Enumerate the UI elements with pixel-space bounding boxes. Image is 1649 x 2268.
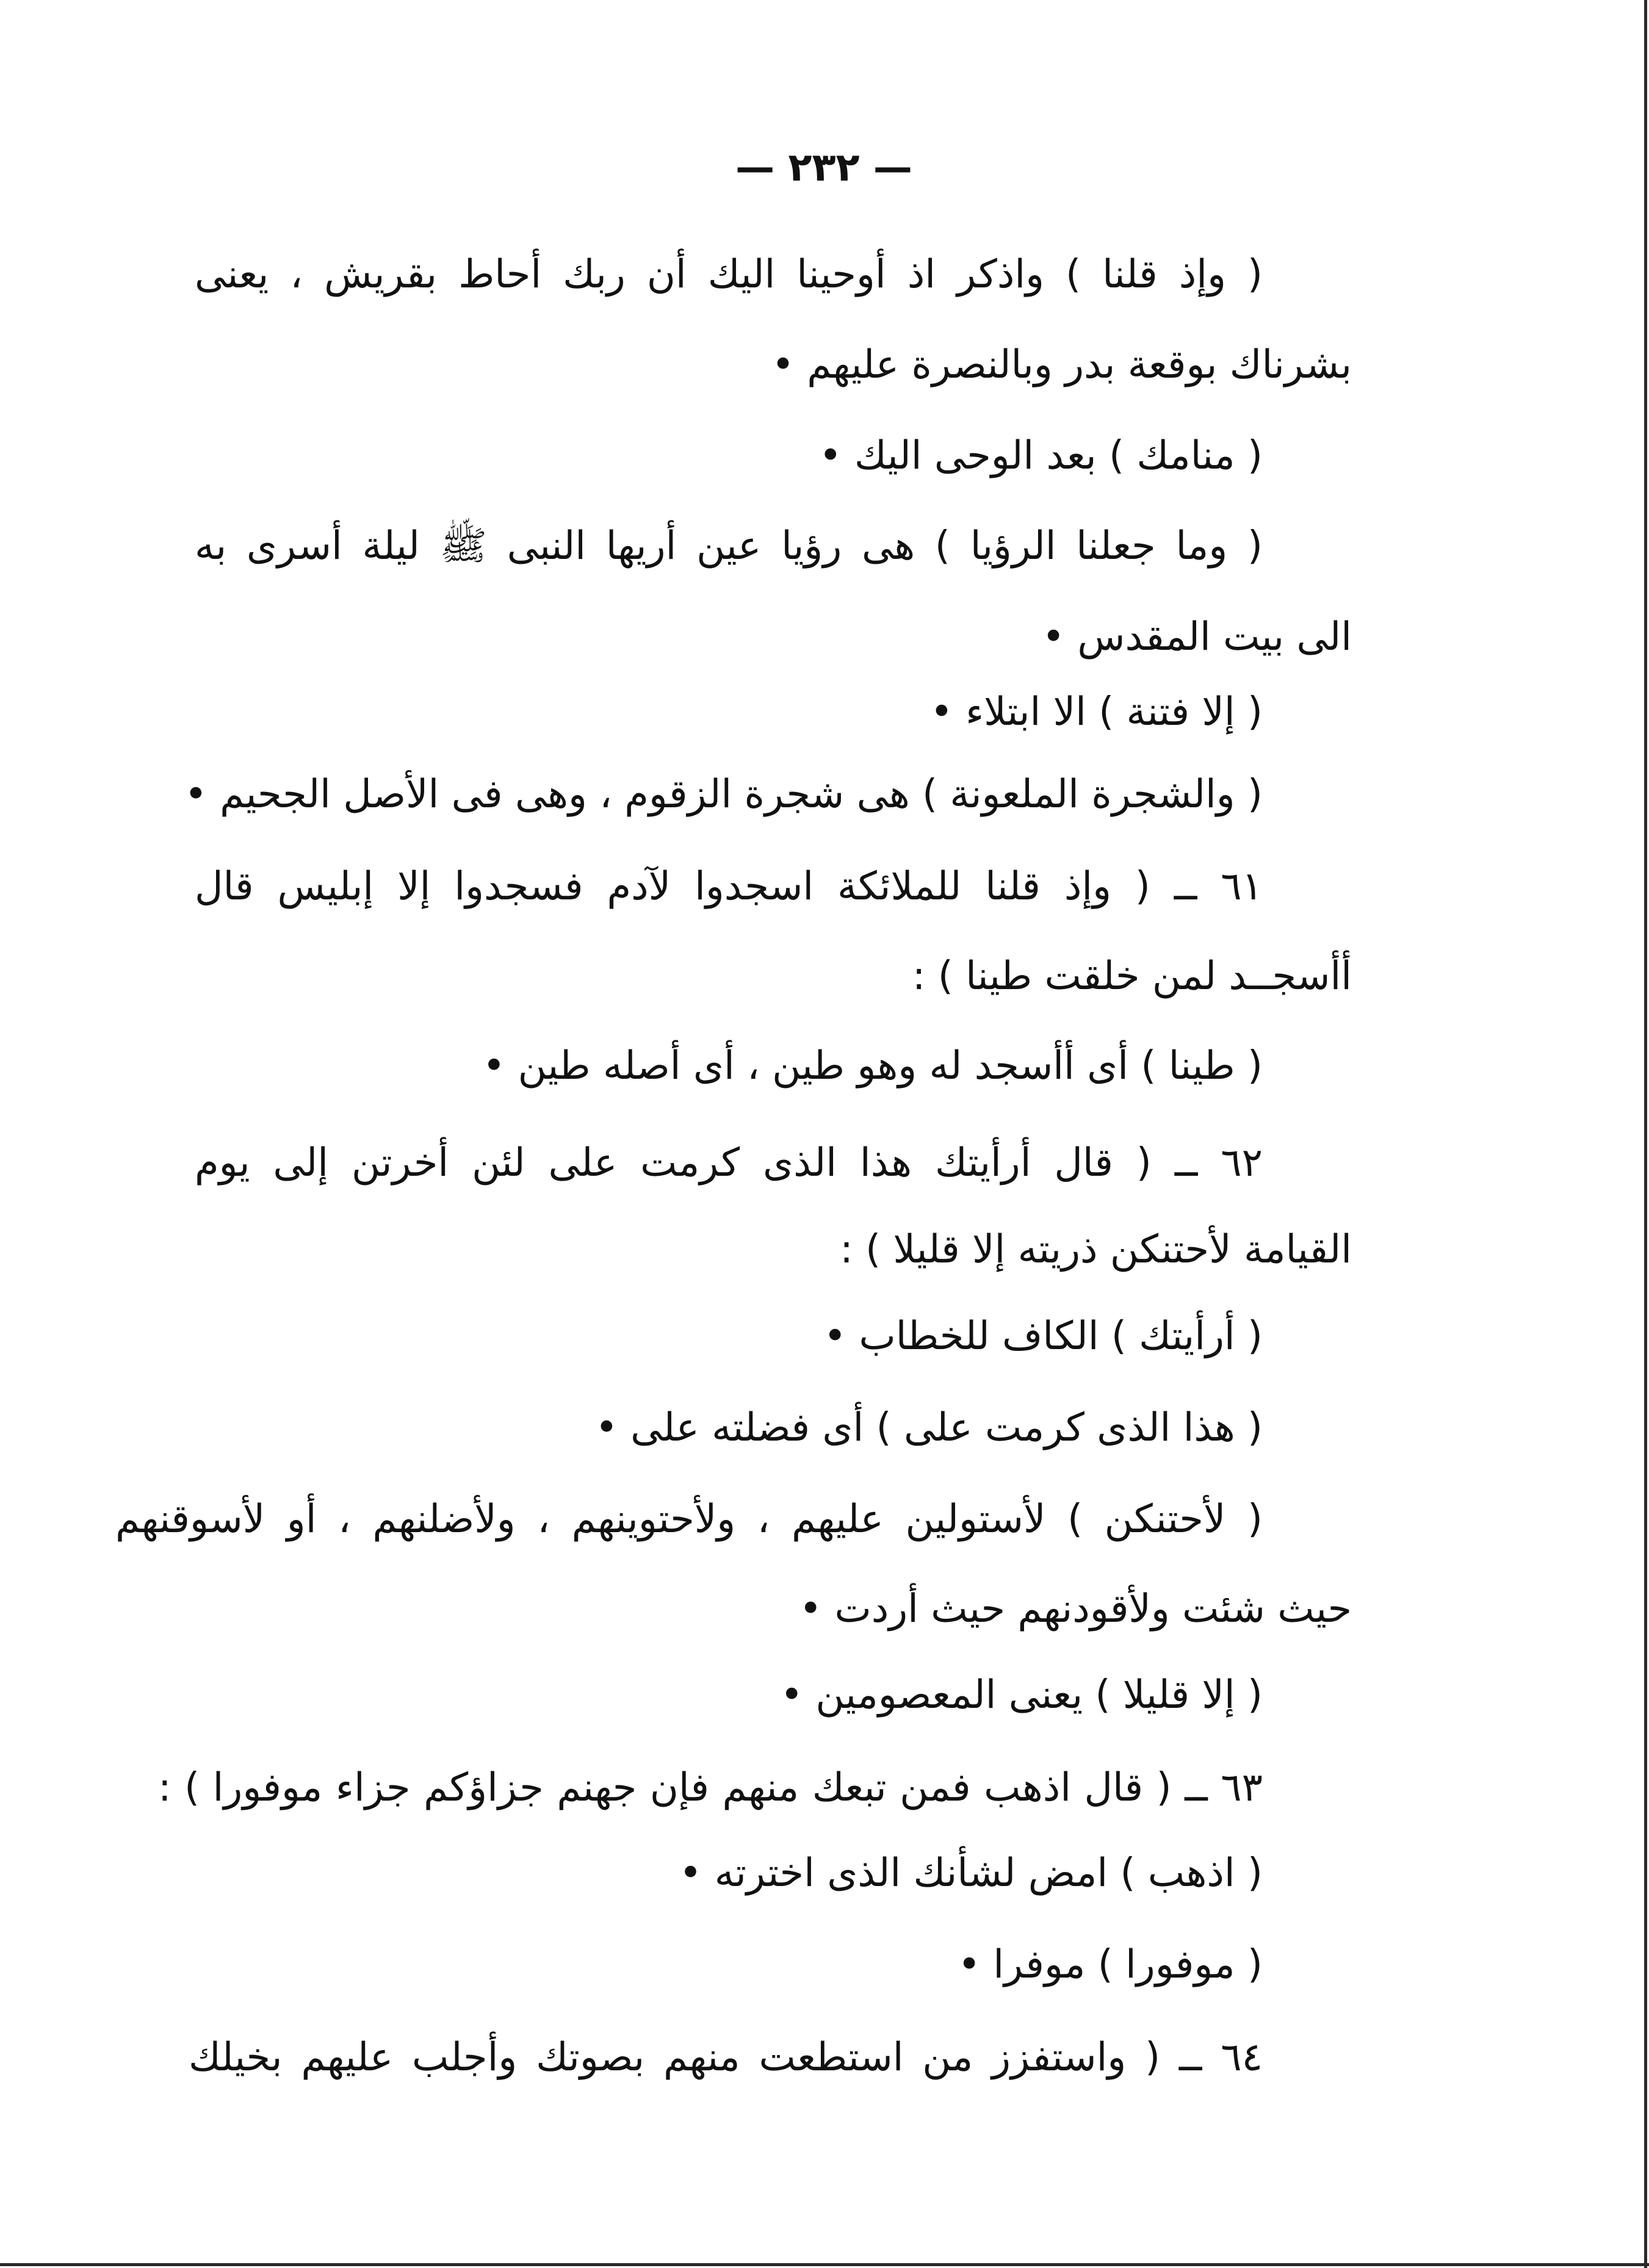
text-line: ٦٣ ــ ( قال اذهب فمن تبعك منهم فإن جهنم جزاؤكم جزاء موفورا ) :	[158, 1765, 1263, 1810]
text-line: ( وما جعلنا الرؤيا ) هى رؤيا عين أريها النبى ﷺ ليلة أسرى به	[195, 524, 1263, 569]
text-line: ( لأحتنكن ) لأستولين عليهم ، ولأحتوينهم ، ولأضلنهم ، أو لأسوقنهم	[115, 1497, 1263, 1542]
page-number: — ٢٣٢ —	[735, 145, 912, 190]
text-line: ( وإذ قلنا ) واذكر اذ أوحينا اليك أن ربك أحاط بقريش ، يعنى	[195, 252, 1263, 297]
page-edge-right	[1644, 0, 1647, 2268]
text-line: ( موفورا ) موفرا •	[958, 1942, 1263, 1987]
text-line: ٦١ ــ ( وإذ قلنا للملائكة اسجدوا لآدم فسجدوا إلا إبليس قال	[195, 864, 1263, 909]
text-line: ( اذهب ) امض لشأنك الذى اخترته •	[679, 1851, 1263, 1896]
text-line: ٦٤ ــ ( واستفزز من استطعت منهم بصوتك وأجلب عليهم بخيلك	[189, 2035, 1263, 2080]
text-line: ( والشجرة الملعونة ) هى شجرة الزقوم ، وهى فى الأصل الجحيم •	[184, 772, 1263, 817]
text-line: ( إلا قليلا ) يعنى المعصومين •	[780, 1672, 1263, 1718]
text-line: ( إلا فتنة ) الا ابتلاء •	[929, 689, 1263, 735]
text-line: بشرناك بوقعة بدر وبالنصرة عليهم •	[771, 342, 1352, 387]
text-line: ( منامك ) بعد الوحى اليك •	[818, 433, 1263, 478]
text-line: القيامة لأحتنكن ذريته إلا قليلا ) :	[840, 1227, 1352, 1272]
text-line: الى بيت المقدس •	[1042, 614, 1352, 660]
text-line: ( طينا ) أى أأسجد له وهو طين ، أى أصله طين •	[482, 1043, 1263, 1089]
text-line: ٦٢ ــ ( قال أرأيتك هذا الذى كرمت على لئن أخرتن إلى يوم	[195, 1140, 1263, 1186]
text-line: ( هذا الذى كرمت على ) أى فضلته على •	[595, 1405, 1263, 1450]
page-edge-bottom	[0, 2263, 1649, 2266]
text-line: حيث شئت ولأقودنهم حيث أردت •	[799, 1586, 1352, 1632]
text-line: ( أرأيتك ) الكاف للخطاب •	[823, 1314, 1263, 1359]
text-line: أأسجــد لمن خلقت طينا ) :	[912, 954, 1352, 999]
